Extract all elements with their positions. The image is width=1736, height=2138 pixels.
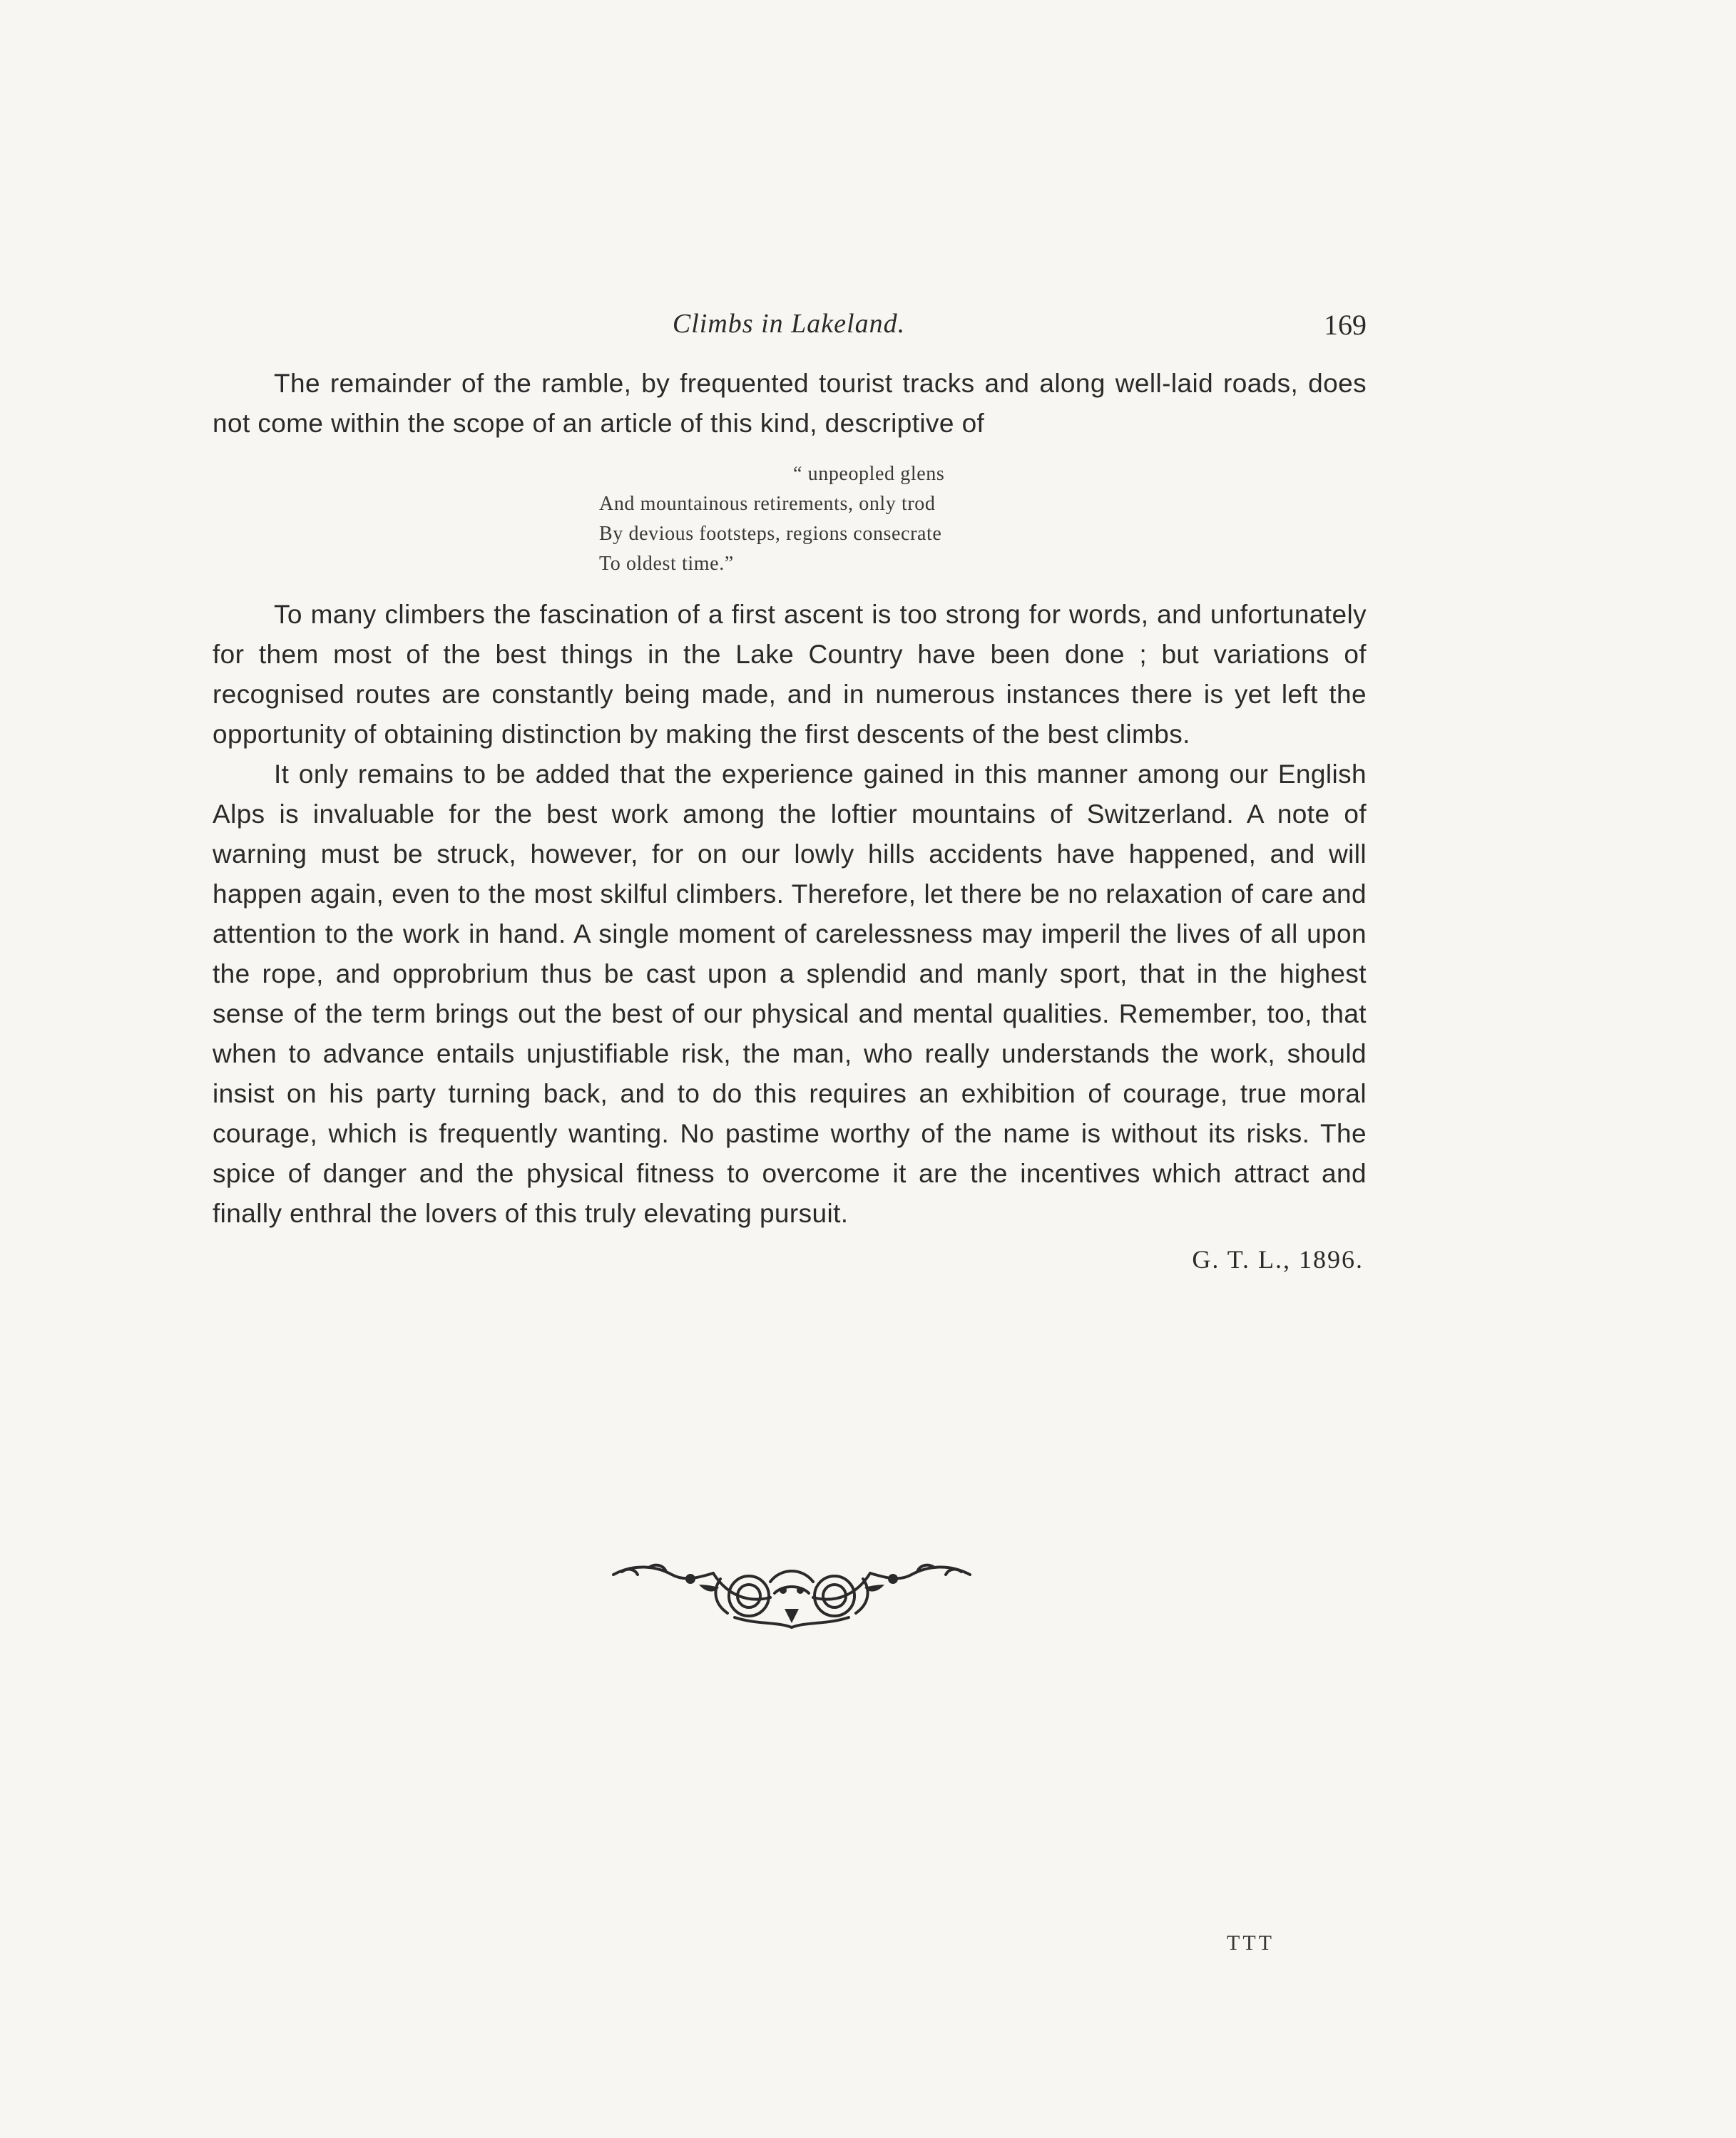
verse-quote xyxy=(599,459,1367,579)
quote-line-4: To oldest time.” xyxy=(599,553,734,575)
paragraph-1: The remainder of the ramble, by frequented tourist tracks and along well-laid roads, does not come within the scope of an article of this kind, descriptive of xyxy=(213,369,1367,438)
page-number: 169 xyxy=(1324,309,1367,341)
quote-line-2: And mountainous retirements, only trod xyxy=(599,493,936,515)
running-title: Climbs in Lakeland. xyxy=(672,309,906,339)
paragraph-3: It only remains to be added that the experience gained in this manner among our English Alps is invaluable for the best work among the loftier mountains of Switzerland. A note of warning must be struck, however, for on our lowly hills accidents have happened, and will happen again, even to the most skilful climbers. Therefore, let there be no relaxation of care and attention to the work in hand. A single moment of carelessness may imperil the lives of all upon the rope, and opprobrium thus be cast upon a splendid and manly sport, that in the highest sense of the term brings out the best of our physical and mental qualities. Remember, too, that when to advance entails unjustifiable risk, the man, who really understands the work, should insist on his party turning back, and to do this requires an exhibition of courage, true moral courage, which is frequently wanting. No pastime worthy of the name is without its risks. The spice of danger and the physical fitness to overcome it are the incentives which attract and finally enthral the lovers of this truly elevating pursuit. xyxy=(213,759,1367,1228)
printer-signature-mark: TTT xyxy=(1227,1931,1275,1955)
body-text xyxy=(213,364,1367,1279)
running-head xyxy=(211,308,1367,351)
decorative-ornament-icon xyxy=(606,1553,977,1639)
quote-line-3: By devious footsteps, regions consecrate xyxy=(599,523,942,545)
quote-line-1: “ unpeopled glens xyxy=(793,463,945,485)
paragraph-2: To many climbers the fascination of a first ascent is too strong for words, and unfortunately for them most of the best things in the Lake Country have been done ; but variations of recognised routes are constantly being made, and in numerous instances there is yet left the opportunity of obtaining distinction by making the first descents of the best climbs. xyxy=(213,600,1367,749)
author-signature: G. T. L., 1896. xyxy=(1192,1245,1364,1274)
